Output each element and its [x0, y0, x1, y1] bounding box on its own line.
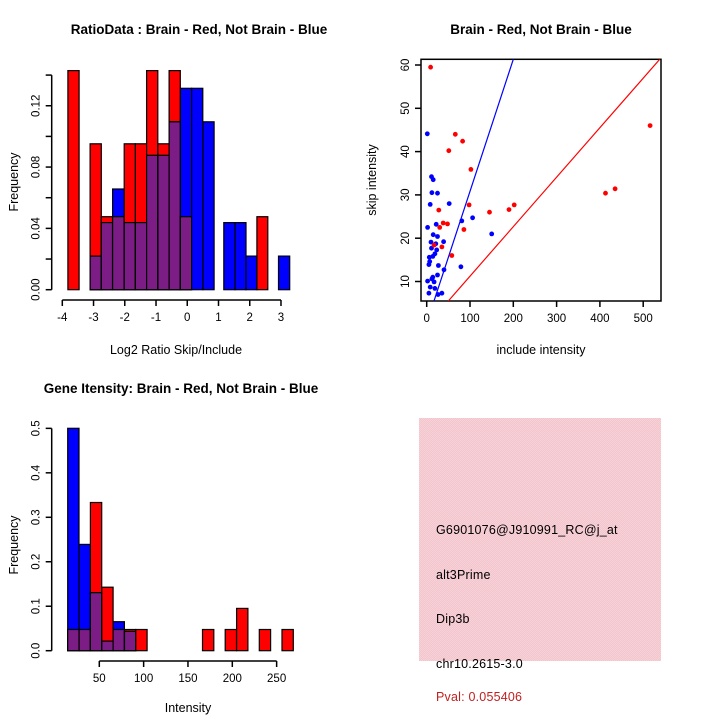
tick-label: 100: [460, 313, 480, 325]
blue-hist-bar: [279, 256, 290, 290]
blue-point: [435, 191, 440, 196]
blue-point: [425, 279, 430, 284]
blue-point: [430, 277, 435, 282]
tick-label: 0.1: [30, 598, 43, 615]
overlap-hist-bar: [169, 122, 180, 290]
tick-label: 20: [400, 231, 412, 245]
tick-label: 0: [184, 312, 191, 324]
tick-label: 300: [547, 313, 567, 325]
red-point: [487, 210, 492, 215]
tick-label: 0.5: [30, 420, 43, 437]
blue-point: [428, 202, 433, 207]
red-point: [512, 203, 517, 208]
panel-intensity-scatter: [360, 0, 720, 360]
blue-point: [428, 285, 433, 290]
blue-point: [470, 215, 475, 220]
blue-point: [427, 291, 432, 296]
tick-label: -4: [57, 312, 68, 324]
tick-label: 0.4: [30, 464, 43, 481]
blue-point: [435, 234, 440, 239]
red-point: [449, 253, 454, 258]
blue-point: [433, 286, 438, 291]
tick-label: -3: [88, 312, 99, 324]
panel-ratio-histogram: [0, 0, 360, 360]
tick-label: -2: [119, 312, 130, 324]
blue-point: [489, 232, 494, 237]
red-hist-bar: [257, 217, 268, 290]
blue-point: [440, 291, 445, 296]
ratio-histogram-chart: [0, 0, 360, 360]
tick-label: 50: [400, 101, 412, 115]
tick-label: 1: [215, 312, 222, 324]
blue-hist-bar: [224, 223, 235, 290]
blue-hist-bar: [235, 223, 246, 290]
blue-point: [425, 131, 430, 136]
blue-ratio-line: [434, 59, 513, 301]
tick-label: -1: [150, 312, 162, 324]
red-point: [445, 222, 450, 227]
blue-point: [441, 239, 446, 244]
tick-label: 0.2: [30, 553, 43, 570]
tick-label: 100: [134, 673, 154, 685]
blue-point: [435, 273, 440, 278]
tick-label: 0.00: [30, 278, 43, 301]
overlap-hist-bar: [113, 630, 124, 651]
chart-title: Gene Itensity: Brain - Red, Not Brain - Blue: [43, 381, 319, 396]
plot-box: [421, 59, 661, 301]
overlap-hist-bar: [135, 223, 146, 290]
tick-label: 0: [423, 313, 430, 325]
red-point: [613, 186, 618, 191]
overlap-hist-bar: [101, 223, 112, 290]
overlap-hist-bar: [147, 155, 158, 289]
pval-text: Pval: 0.055406: [436, 690, 523, 704]
overlap-hist-bar: [102, 641, 113, 651]
chart-title: RatioData : Brain - Red, Not Brain - Blue: [70, 22, 328, 37]
tick-label: 60: [400, 58, 412, 72]
red-hist-bar: [259, 630, 270, 651]
tick-label: 0.12: [30, 94, 43, 117]
blue-point: [425, 225, 430, 230]
x-axis-label: include intensity: [496, 343, 586, 357]
red-point: [437, 225, 442, 230]
blue-point: [431, 177, 436, 182]
red-point: [467, 203, 472, 208]
tick-label: 0.08: [30, 155, 43, 179]
y-axis-label: Frequency: [7, 152, 21, 212]
tick-label: 0.0: [30, 642, 43, 659]
x-axis-label: Intensity: [164, 701, 212, 715]
gene-name-text: Dip3b: [436, 612, 470, 626]
tick-label: 400: [590, 313, 610, 325]
red-point: [428, 65, 433, 70]
red-hist-bar: [136, 630, 147, 651]
overlap-hist-bar: [125, 631, 136, 650]
red-point: [648, 123, 653, 128]
red-point: [507, 207, 512, 212]
red-point: [469, 167, 474, 172]
tick-label: 250: [267, 673, 287, 685]
tick-label: 150: [178, 673, 198, 685]
blue-point: [427, 259, 432, 264]
red-hist-bar: [282, 630, 293, 651]
red-point: [453, 132, 458, 137]
y-axis-label: Frequency: [7, 515, 21, 575]
red-point: [462, 227, 467, 232]
tick-label: 30: [400, 188, 412, 202]
tick-label: 500: [633, 313, 653, 325]
overlap-hist-bar: [79, 630, 90, 651]
chart-title: Brain - Red, Not Brain - Blue: [450, 22, 632, 37]
tick-label: 40: [400, 145, 412, 158]
blue-point: [431, 232, 436, 237]
red-point: [441, 221, 446, 226]
red-point: [446, 148, 451, 153]
blue-point: [442, 267, 447, 272]
red-hist-bar: [237, 608, 248, 650]
blue-hist-bar: [68, 428, 79, 650]
panel-info: [360, 360, 720, 720]
overlap-hist-bar: [158, 155, 169, 289]
tick-label: 2: [246, 312, 253, 324]
tick-label: 0.04: [30, 217, 43, 240]
red-point: [432, 243, 437, 248]
overlap-hist-bar: [68, 630, 79, 651]
overlap-hist-bar: [180, 217, 191, 290]
red-point: [460, 139, 465, 144]
red-hist-bar: [68, 71, 79, 290]
red-ratio-line: [448, 59, 659, 301]
blue-point: [430, 190, 435, 195]
overlap-hist-bar: [90, 593, 101, 651]
probe-id-text: G6901076@J910991_RC@j_at: [436, 523, 618, 537]
tick-label: 200: [503, 313, 523, 325]
blue-point: [459, 219, 464, 224]
x-axis-label: Log2 Ratio Skip/Include: [109, 343, 243, 357]
blue-hist-bar: [246, 256, 257, 290]
blue-hist-bar: [203, 122, 214, 290]
overlap-hist-bar: [90, 256, 101, 290]
tick-label: 200: [222, 673, 242, 685]
blue-point: [447, 201, 452, 206]
red-point: [603, 191, 608, 196]
red-point: [436, 208, 441, 213]
tick-label: 10: [400, 275, 412, 288]
intensity-scatter-chart: [360, 0, 720, 360]
blue-point: [427, 255, 432, 260]
overlap-hist-bar: [124, 223, 135, 290]
panel-gene-intensity-histogram: [0, 360, 360, 720]
tick-label: 3: [277, 312, 285, 324]
locus-text: chr10.2615-3.0: [436, 657, 523, 671]
overlap-hist-bar: [113, 217, 125, 290]
tick-label: 50: [92, 673, 106, 685]
blue-hist-bar: [192, 88, 203, 289]
red-point: [440, 245, 445, 250]
splice-type-text: alt3Prime: [436, 568, 491, 582]
blue-point: [436, 263, 441, 268]
blue-point: [459, 264, 464, 269]
info-panel: [419, 418, 661, 704]
y-axis-label: skip intensity: [365, 144, 379, 216]
tick-label: 0.3: [30, 509, 43, 526]
red-hist-bar: [203, 630, 214, 651]
red-hist-bar: [225, 630, 236, 651]
gene-intensity-histogram-chart: [0, 360, 360, 720]
